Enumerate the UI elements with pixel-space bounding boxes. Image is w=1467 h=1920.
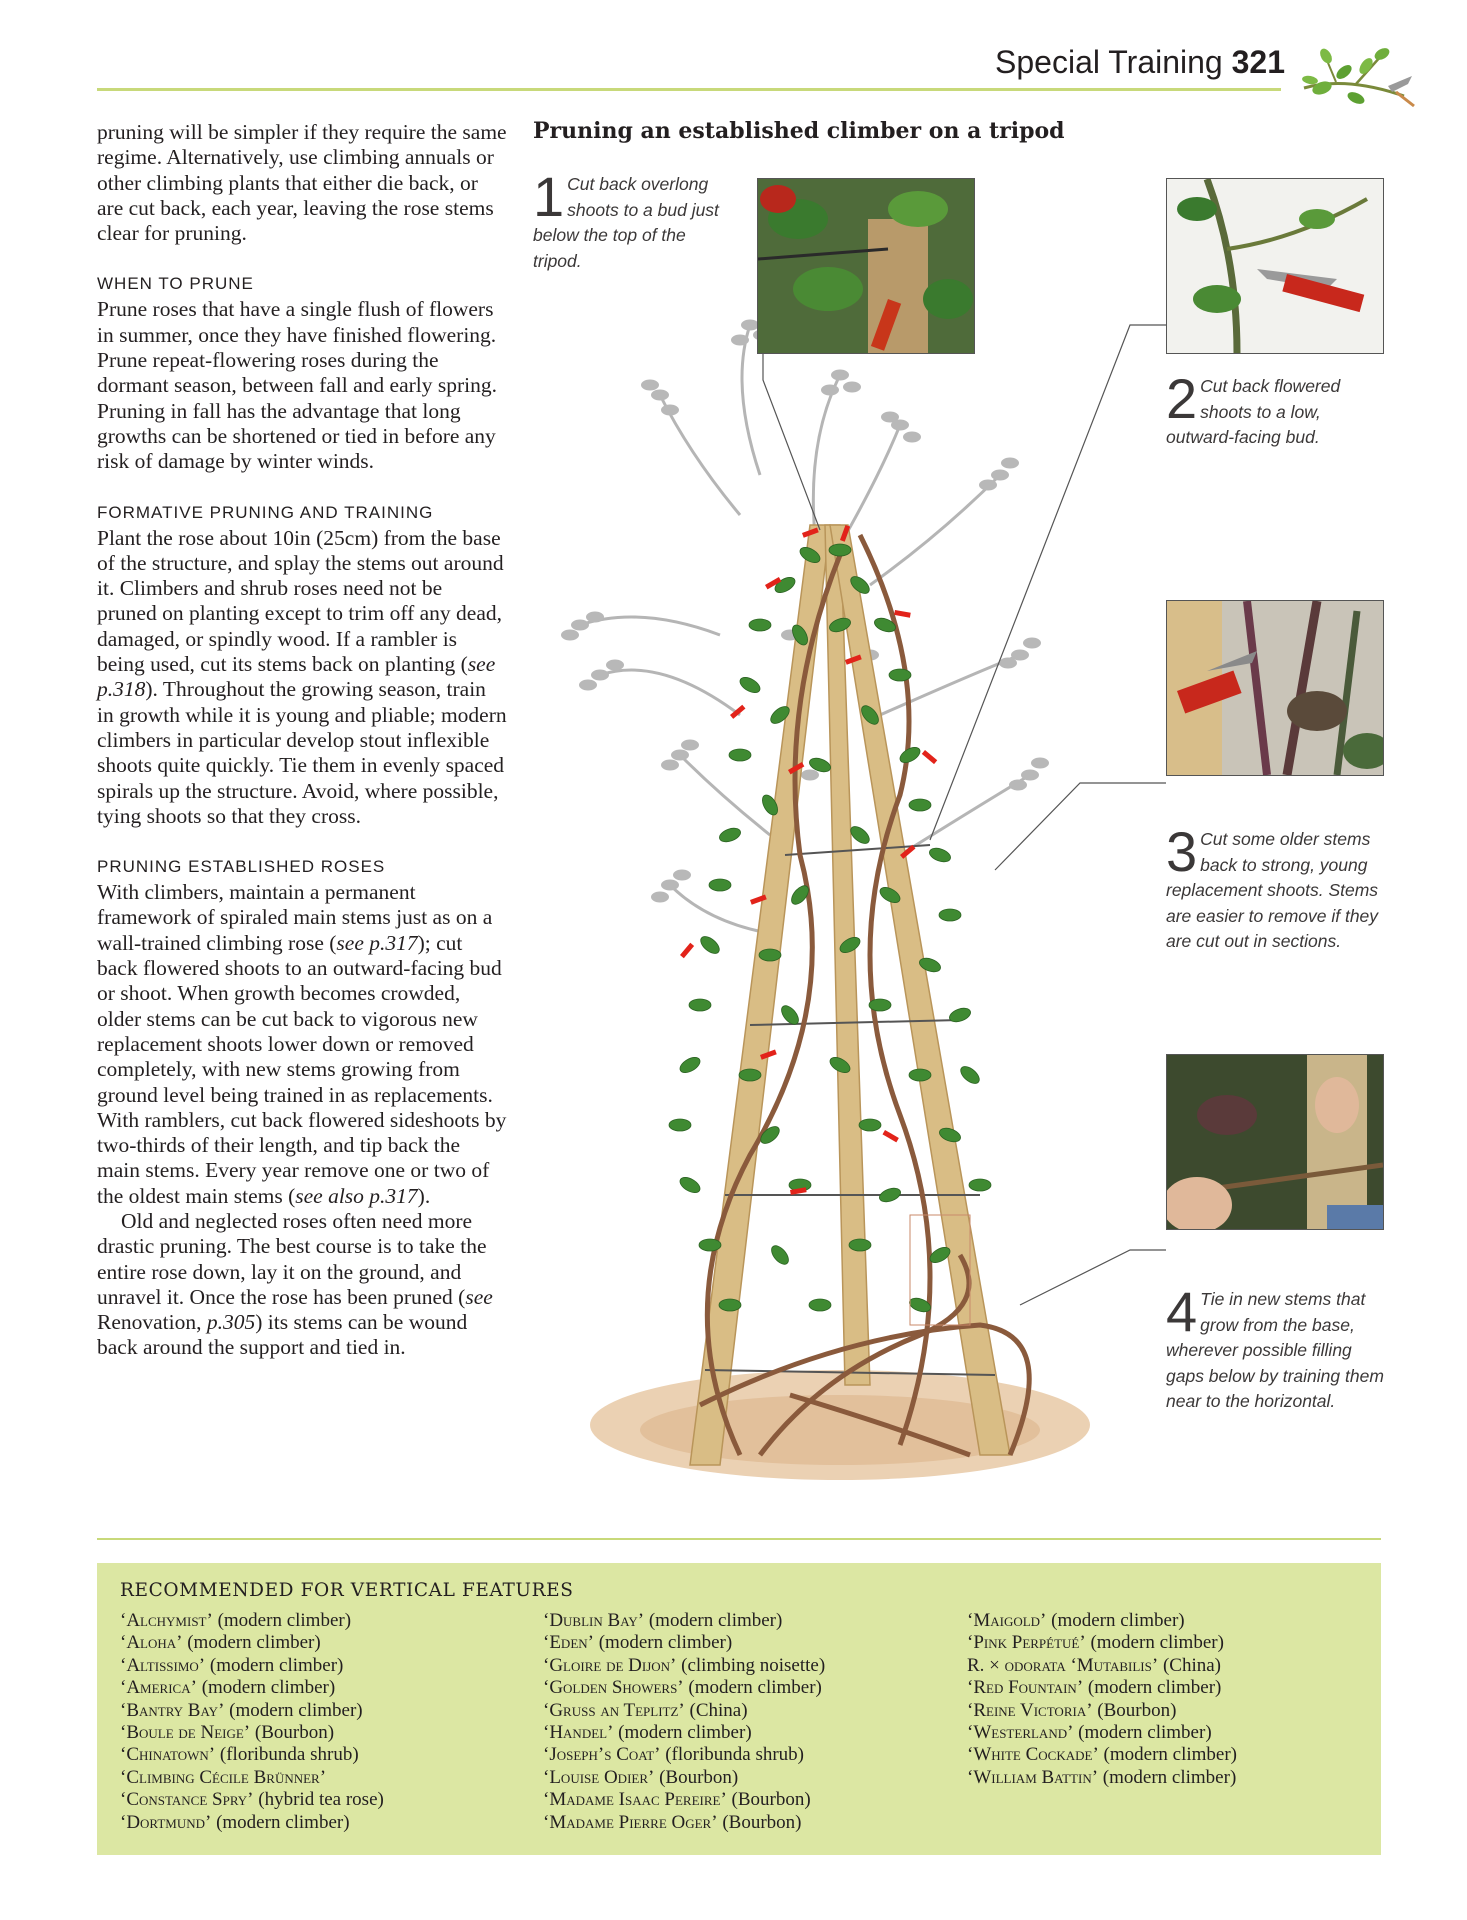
rose-name: ‘Aloha’ bbox=[120, 1632, 183, 1654]
rose-list-item bbox=[543, 1767, 825, 1789]
rose-name: ‘Gruss an Teplitz’ bbox=[543, 1699, 685, 1721]
rose-type: (Bourbon) bbox=[1092, 1699, 1177, 1721]
rose-name: ‘Eden’ bbox=[543, 1632, 594, 1654]
rose-list-item bbox=[120, 1722, 384, 1744]
rose-type: (modern climber) bbox=[196, 1677, 336, 1699]
rose-type: (Bourbon) bbox=[717, 1811, 802, 1833]
rose-name: ‘Madame Isaac Pereire’ bbox=[543, 1789, 727, 1811]
rose-list-item bbox=[543, 1700, 825, 1722]
rose-name: ‘Red Fountain’ bbox=[967, 1677, 1084, 1699]
rose-type: (modern climber) bbox=[644, 1610, 783, 1631]
formative-pruning-heading: FORMATIVE PRUNING AND TRAINING bbox=[97, 502, 434, 522]
figure-title: Pruning an established climber on a tripod bbox=[533, 118, 1065, 144]
rose-name: ‘White Cockade’ bbox=[967, 1744, 1099, 1766]
rose-type: (modern climber) bbox=[1073, 1722, 1212, 1744]
rose-type: (modern climber) bbox=[224, 1699, 363, 1721]
step-number: 2 bbox=[1166, 367, 1198, 430]
rose-name: ‘Altissimo’ bbox=[120, 1654, 206, 1676]
rose-type: (modern climber) bbox=[683, 1677, 822, 1699]
recommended-column-1 bbox=[120, 1610, 384, 1834]
step-1-photo bbox=[757, 178, 975, 354]
step-number: 3 bbox=[1166, 820, 1198, 883]
rose-name: ‘Climbing Cécile Brünner’ bbox=[120, 1766, 327, 1788]
rose-type: (modern climber) bbox=[613, 1722, 752, 1744]
rose-type: (Bourbon) bbox=[654, 1766, 739, 1788]
rose-type: (floribunda shrub) bbox=[660, 1744, 805, 1766]
rose-list-item bbox=[120, 1632, 384, 1654]
rose-list-item bbox=[967, 1767, 1237, 1789]
rose-list-item bbox=[543, 1722, 825, 1744]
rose-list-item bbox=[120, 1677, 384, 1699]
rose-type: (China) bbox=[1158, 1654, 1221, 1676]
step-3-caption: 3 Cut some older stems back to strong, young replacement shoots. Stems are easier to remove if they are cut out in sections. bbox=[1166, 820, 1379, 951]
when-to-prune-paragraph: Prune roses that have a single flush of flowers in summer, once they have finished flowering. Prune repeat-flowering roses during the dormant season, between fall and early spring. Pruning in fall has the advantage that long growths can be shortened or tied in before any risk of damage by winter winds. bbox=[97, 297, 498, 474]
neglected-roses-paragraph: Old and neglected roses often need more drastic pruning. The best course is to take the entire rose down, lay it on the ground, and unravel it. Once the rose has been pruned (see Renovation, p.305) its stems can be wound back around the support and tied in. bbox=[97, 1208, 493, 1360]
rose-name: ‘Gloire de Dijon’ bbox=[543, 1654, 677, 1676]
rose-list-item bbox=[543, 1677, 825, 1699]
rose-list-item bbox=[120, 1744, 384, 1766]
rose-name: R. × odorata ‘Mutabilis’ bbox=[967, 1654, 1159, 1676]
rose-list-item bbox=[120, 1767, 384, 1789]
rose-name: ‘Dortmund’ bbox=[120, 1811, 212, 1833]
rose-type: (modern climber) bbox=[211, 1811, 350, 1833]
cross-reference: see p.317 bbox=[336, 930, 418, 955]
rose-list-item bbox=[543, 1744, 825, 1766]
recommended-title: RECOMMENDED FOR VERTICAL FEATURES bbox=[120, 1580, 574, 1601]
cross-reference: see bbox=[465, 1284, 493, 1309]
rose-type: (modern climber) bbox=[1085, 1632, 1224, 1654]
rose-list-item bbox=[967, 1610, 1237, 1632]
rose-list-item bbox=[543, 1632, 825, 1654]
cross-reference: see p.318 bbox=[97, 652, 496, 702]
rose-name: ‘Bantry Bay’ bbox=[120, 1699, 225, 1721]
recommended-column-3 bbox=[967, 1610, 1237, 1789]
rose-list-item bbox=[120, 1789, 384, 1811]
rose-name: ‘Maigold’ bbox=[967, 1610, 1047, 1631]
rose-list-item bbox=[543, 1789, 825, 1811]
rose-list-item bbox=[543, 1812, 825, 1834]
rose-name: ‘Joseph’s Coat’ bbox=[543, 1744, 661, 1766]
step-number: 4 bbox=[1166, 1280, 1198, 1343]
section-title: Special Training bbox=[995, 44, 1223, 80]
rose-name: ‘Constance Spry’ bbox=[120, 1789, 254, 1811]
rose-type: (modern climber) bbox=[212, 1610, 352, 1631]
box-rule bbox=[97, 1538, 1381, 1540]
step-1-caption: 1 Cut back overlong shoots to a bud just below the top of the tripod. bbox=[533, 165, 719, 271]
step-4-caption: 4 Tie in new stems that grow from the base, wherever possible filling gaps below by training them near to the horizontal. bbox=[1166, 1280, 1384, 1411]
rose-name: ‘Louise Odier’ bbox=[543, 1766, 655, 1788]
rose-type: (modern climber) bbox=[1083, 1677, 1222, 1699]
rose-name: ‘Pink Perpétué’ bbox=[967, 1632, 1086, 1654]
rose-name: ‘Chinatown’ bbox=[120, 1744, 216, 1766]
rose-name: ‘William Battin’ bbox=[967, 1766, 1099, 1788]
step-2-caption: 2 Cut back flowered shoots to a low, outward-facing bud. bbox=[1166, 367, 1341, 447]
rose-type: (modern climber) bbox=[205, 1654, 344, 1676]
recommended-column-2 bbox=[543, 1610, 825, 1834]
rose-list-item bbox=[967, 1655, 1237, 1677]
rose-type: (modern climber) bbox=[593, 1632, 733, 1654]
step-2-photo bbox=[1166, 178, 1384, 354]
rose-type: (Bourbon) bbox=[726, 1789, 811, 1811]
rose-type: (hybrid tea rose) bbox=[253, 1789, 384, 1811]
cross-reference: see also p.317 bbox=[295, 1183, 418, 1208]
rose-list-item bbox=[967, 1744, 1237, 1766]
rose-name: ‘Reine Victoria’ bbox=[967, 1699, 1093, 1721]
rose-list-item bbox=[967, 1722, 1237, 1744]
rose-name: ‘America’ bbox=[120, 1677, 197, 1699]
intro-paragraph: pruning will be simpler if they require the same regime. Alternatively, use climbing annuals or other climbing plants that either die back, or are cut back, each year, leaving the rose stems clear for pruning. bbox=[97, 120, 507, 246]
rose-type: (modern climber) bbox=[1046, 1610, 1185, 1631]
rose-list-item bbox=[967, 1677, 1237, 1699]
step-4-photo bbox=[1166, 1054, 1384, 1230]
established-roses-heading: PRUNING ESTABLISHED ROSES bbox=[97, 857, 386, 877]
formative-pruning-paragraph: Plant the rose about 10in (25cm) from the base of the structure, and splay the stems out around it. Climbers and shrub roses need not be pruned on planting except to trim off any dead, damaged, or spindly wood. If a rambler is being used, cut its stems back on planting (see p.318). Throughout the growing season, train in growth while it is young and pliable; modern climbers in particular develop stout inflexible shoots quite quickly. Tie them in evenly spaced spirals up the structure. Avoid, where possible, tying shoots so that they cross. bbox=[97, 525, 507, 828]
rose-list-item bbox=[543, 1610, 825, 1632]
rose-type: (modern climber) bbox=[1098, 1766, 1237, 1788]
rose-name: ‘Handel’ bbox=[543, 1722, 614, 1744]
rose-list-item bbox=[120, 1610, 384, 1632]
rose-list-item bbox=[543, 1655, 825, 1677]
rose-type: (China) bbox=[684, 1699, 748, 1721]
rose-type: (Bourbon) bbox=[250, 1722, 335, 1744]
rose-name: ‘Madame Pierre Oger’ bbox=[543, 1811, 718, 1833]
when-to-prune-heading: WHEN TO PRUNE bbox=[97, 274, 254, 294]
rose-list-item bbox=[967, 1632, 1237, 1654]
rose-list-item bbox=[120, 1655, 384, 1677]
rose-type: (modern climber) bbox=[1098, 1744, 1238, 1766]
rose-name: ‘Dublin Bay’ bbox=[543, 1610, 645, 1631]
rose-name: ‘Golden Showers’ bbox=[543, 1677, 684, 1699]
cross-reference: p.305 bbox=[206, 1310, 256, 1335]
rose-type: (climbing noisette) bbox=[676, 1654, 826, 1676]
rose-name: ‘Boule de Neige’ bbox=[120, 1722, 251, 1744]
rose-type: (modern climber) bbox=[182, 1632, 321, 1654]
rose-name: ‘Westerland’ bbox=[967, 1722, 1074, 1744]
rose-list-item bbox=[967, 1700, 1237, 1722]
rose-list-item bbox=[120, 1700, 384, 1722]
recommended-box bbox=[97, 1563, 1381, 1855]
step-number: 1 bbox=[533, 165, 565, 228]
rose-name: ‘Alchymist’ bbox=[120, 1610, 213, 1631]
rose-list-item bbox=[120, 1812, 384, 1834]
established-roses-paragraph: With climbers, maintain a permanent framework of spiraled main stems just as on a wall-trained climbing rose (see p.317); cut back flowered shoots to an outward-facing bud or shoot. When growth becomes crowded, older stems can be cut back to vigorous new replacement shoots lower down or removed completely, with new stems growing from ground level being trained in as replacements. With ramblers, cut back flowered sideshoots by two-thirds of their length, and tip back the main stems. Every year remove one or two of the oldest main stems (see also p.317). bbox=[97, 880, 507, 1208]
step-3-photo bbox=[1166, 600, 1384, 776]
page-number: 321 bbox=[1231, 44, 1285, 80]
rose-type: (floribunda shrub) bbox=[215, 1744, 359, 1766]
